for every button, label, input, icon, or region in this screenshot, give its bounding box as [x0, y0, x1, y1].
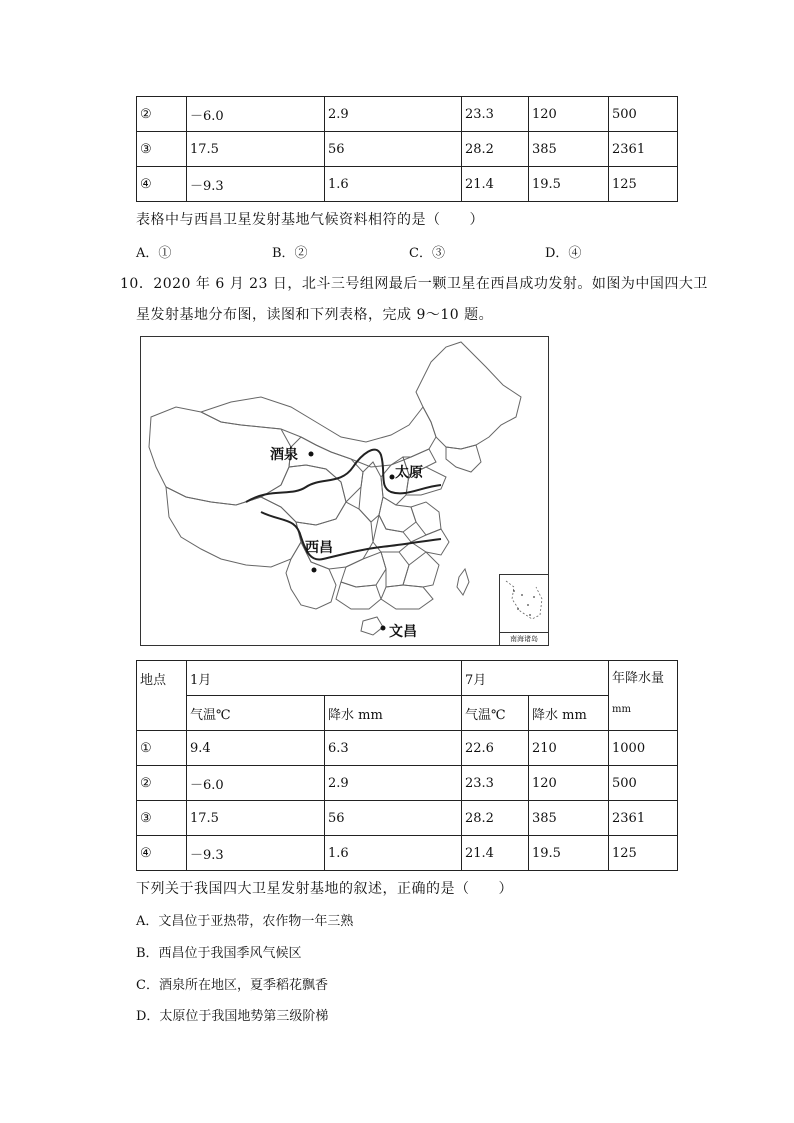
- cell-jul-temp: 21.4: [462, 167, 529, 202]
- cell-annual: 500: [609, 766, 678, 801]
- cell-annual: 500: [609, 97, 678, 132]
- header-annual-unit: mm: [612, 704, 631, 715]
- cell-jan-precip: 2.9: [325, 97, 462, 132]
- jiuquan-dot: [309, 452, 314, 457]
- wenchang-label: 文昌: [389, 624, 417, 640]
- header-place: 地点: [137, 661, 187, 731]
- taiyuan-dot: [390, 475, 395, 480]
- q9-option-c[interactable]: C．③: [409, 246, 445, 261]
- cell-jan-precip: 6.3: [325, 731, 462, 766]
- cell-jan-precip: 1.6: [325, 167, 462, 202]
- q10-option-a[interactable]: A．文昌位于亚热带，农作物一年三熟: [136, 914, 354, 929]
- cell-place: ①: [137, 731, 187, 766]
- q10-option-b[interactable]: B．西昌位于我国季风气候区: [136, 946, 302, 961]
- table-row: [137, 167, 678, 202]
- cell-annual: 125: [609, 167, 678, 202]
- table-row: [137, 766, 678, 801]
- header-jul-precip: 降水 mm: [529, 696, 609, 731]
- cell-place: ②: [137, 97, 187, 132]
- cell-jan-precip: 2.9: [325, 766, 462, 801]
- cell-annual: 1000: [609, 731, 678, 766]
- taiyuan-label: 太原: [395, 465, 423, 481]
- cell-jul-temp: 23.3: [462, 766, 529, 801]
- cell-jan-temp: 9.4: [187, 731, 325, 766]
- cell-jan-temp: －6.0: [187, 97, 325, 132]
- cell-jul-precip: 210: [529, 731, 609, 766]
- table-row: [137, 731, 678, 766]
- cell-jul-temp: 28.2: [462, 801, 529, 836]
- inset-label: 南海诸岛: [500, 632, 548, 645]
- q10-stem-line1: 10．2020 年 6 月 23 日，北斗三号组网最后一颗卫星在西昌成功发射。如图为中国四大卫: [120, 276, 708, 292]
- cell-jul-precip: 385: [529, 132, 609, 167]
- cell-jul-precip: 19.5: [529, 836, 609, 871]
- q9-option-b[interactable]: B．②: [272, 246, 308, 261]
- cell-jan-temp: 17.5: [187, 801, 325, 836]
- cell-jul-temp: 28.2: [462, 132, 529, 167]
- q10-option-c[interactable]: C．酒泉所在地区，夏季稻花飘香: [136, 978, 328, 993]
- cell-place: ②: [137, 766, 187, 801]
- cell-jan-precip: 1.6: [325, 836, 462, 871]
- q9-stem: 表格中与西昌卫星发射基地气候资料相符的是（ ）: [136, 212, 484, 228]
- cell-jan-temp: －9.3: [187, 836, 325, 871]
- cell-jan-temp: 17.5: [187, 132, 325, 167]
- header-jul-temp: 气温℃: [462, 696, 529, 731]
- cell-jul-temp: 22.6: [462, 731, 529, 766]
- cell-jul-temp: 23.3: [462, 97, 529, 132]
- cell-jul-temp: 21.4: [462, 836, 529, 871]
- inset-islands: [500, 575, 548, 633]
- header-jul: 7月: [462, 661, 609, 696]
- header-jan: 1月: [187, 661, 462, 696]
- cell-place: ③: [137, 132, 187, 167]
- table-row: [137, 836, 678, 871]
- china-launch-sites-map: [140, 336, 549, 646]
- cell-jul-precip: 385: [529, 801, 609, 836]
- header-annual: [609, 661, 678, 731]
- table-header-row: [137, 661, 678, 696]
- wenchang-dot: [381, 626, 386, 631]
- cell-jul-precip: 120: [529, 766, 609, 801]
- q9-option-a[interactable]: A．①: [136, 246, 172, 261]
- south-china-sea-inset: [499, 574, 548, 645]
- q9-option-d[interactable]: D．④: [545, 246, 582, 261]
- climate-table-top: [136, 96, 678, 202]
- table-row: [137, 97, 678, 132]
- cell-annual: 125: [609, 836, 678, 871]
- cell-jan-temp: －9.3: [187, 167, 325, 202]
- climate-table: [136, 660, 678, 871]
- table-subheader-row: [137, 696, 678, 731]
- header-annual-label: 年降水量: [612, 671, 665, 686]
- jiuquan-label: 酒泉: [270, 447, 298, 463]
- q10-option-d[interactable]: D．太原位于我国地势第三级阶梯: [136, 1009, 329, 1024]
- table-row: [137, 801, 678, 836]
- cell-place: ④: [137, 167, 187, 202]
- q10-stem: 下列关于我国四大卫星发射基地的叙述，正确的是（ ）: [136, 881, 513, 897]
- cell-annual: 2361: [609, 132, 678, 167]
- cell-jan-temp: －6.0: [187, 766, 325, 801]
- xichang-label: 西昌: [305, 540, 333, 556]
- china-map-outline: [141, 337, 549, 646]
- cell-jul-precip: 120: [529, 97, 609, 132]
- cell-jan-precip: 56: [325, 801, 462, 836]
- cell-place: ④: [137, 836, 187, 871]
- xichang-dot: [312, 568, 317, 573]
- cell-jan-precip: 56: [325, 132, 462, 167]
- cell-jul-precip: 19.5: [529, 167, 609, 202]
- header-jan-temp: 气温℃: [187, 696, 325, 731]
- table-row: [137, 132, 678, 167]
- cell-annual: 2361: [609, 801, 678, 836]
- header-jan-precip: 降水 mm: [325, 696, 462, 731]
- cell-place: ③: [137, 801, 187, 836]
- q10-stem-line2: 星发射基地分布图，读图和下列表格，完成 9～10 题。: [136, 307, 494, 323]
